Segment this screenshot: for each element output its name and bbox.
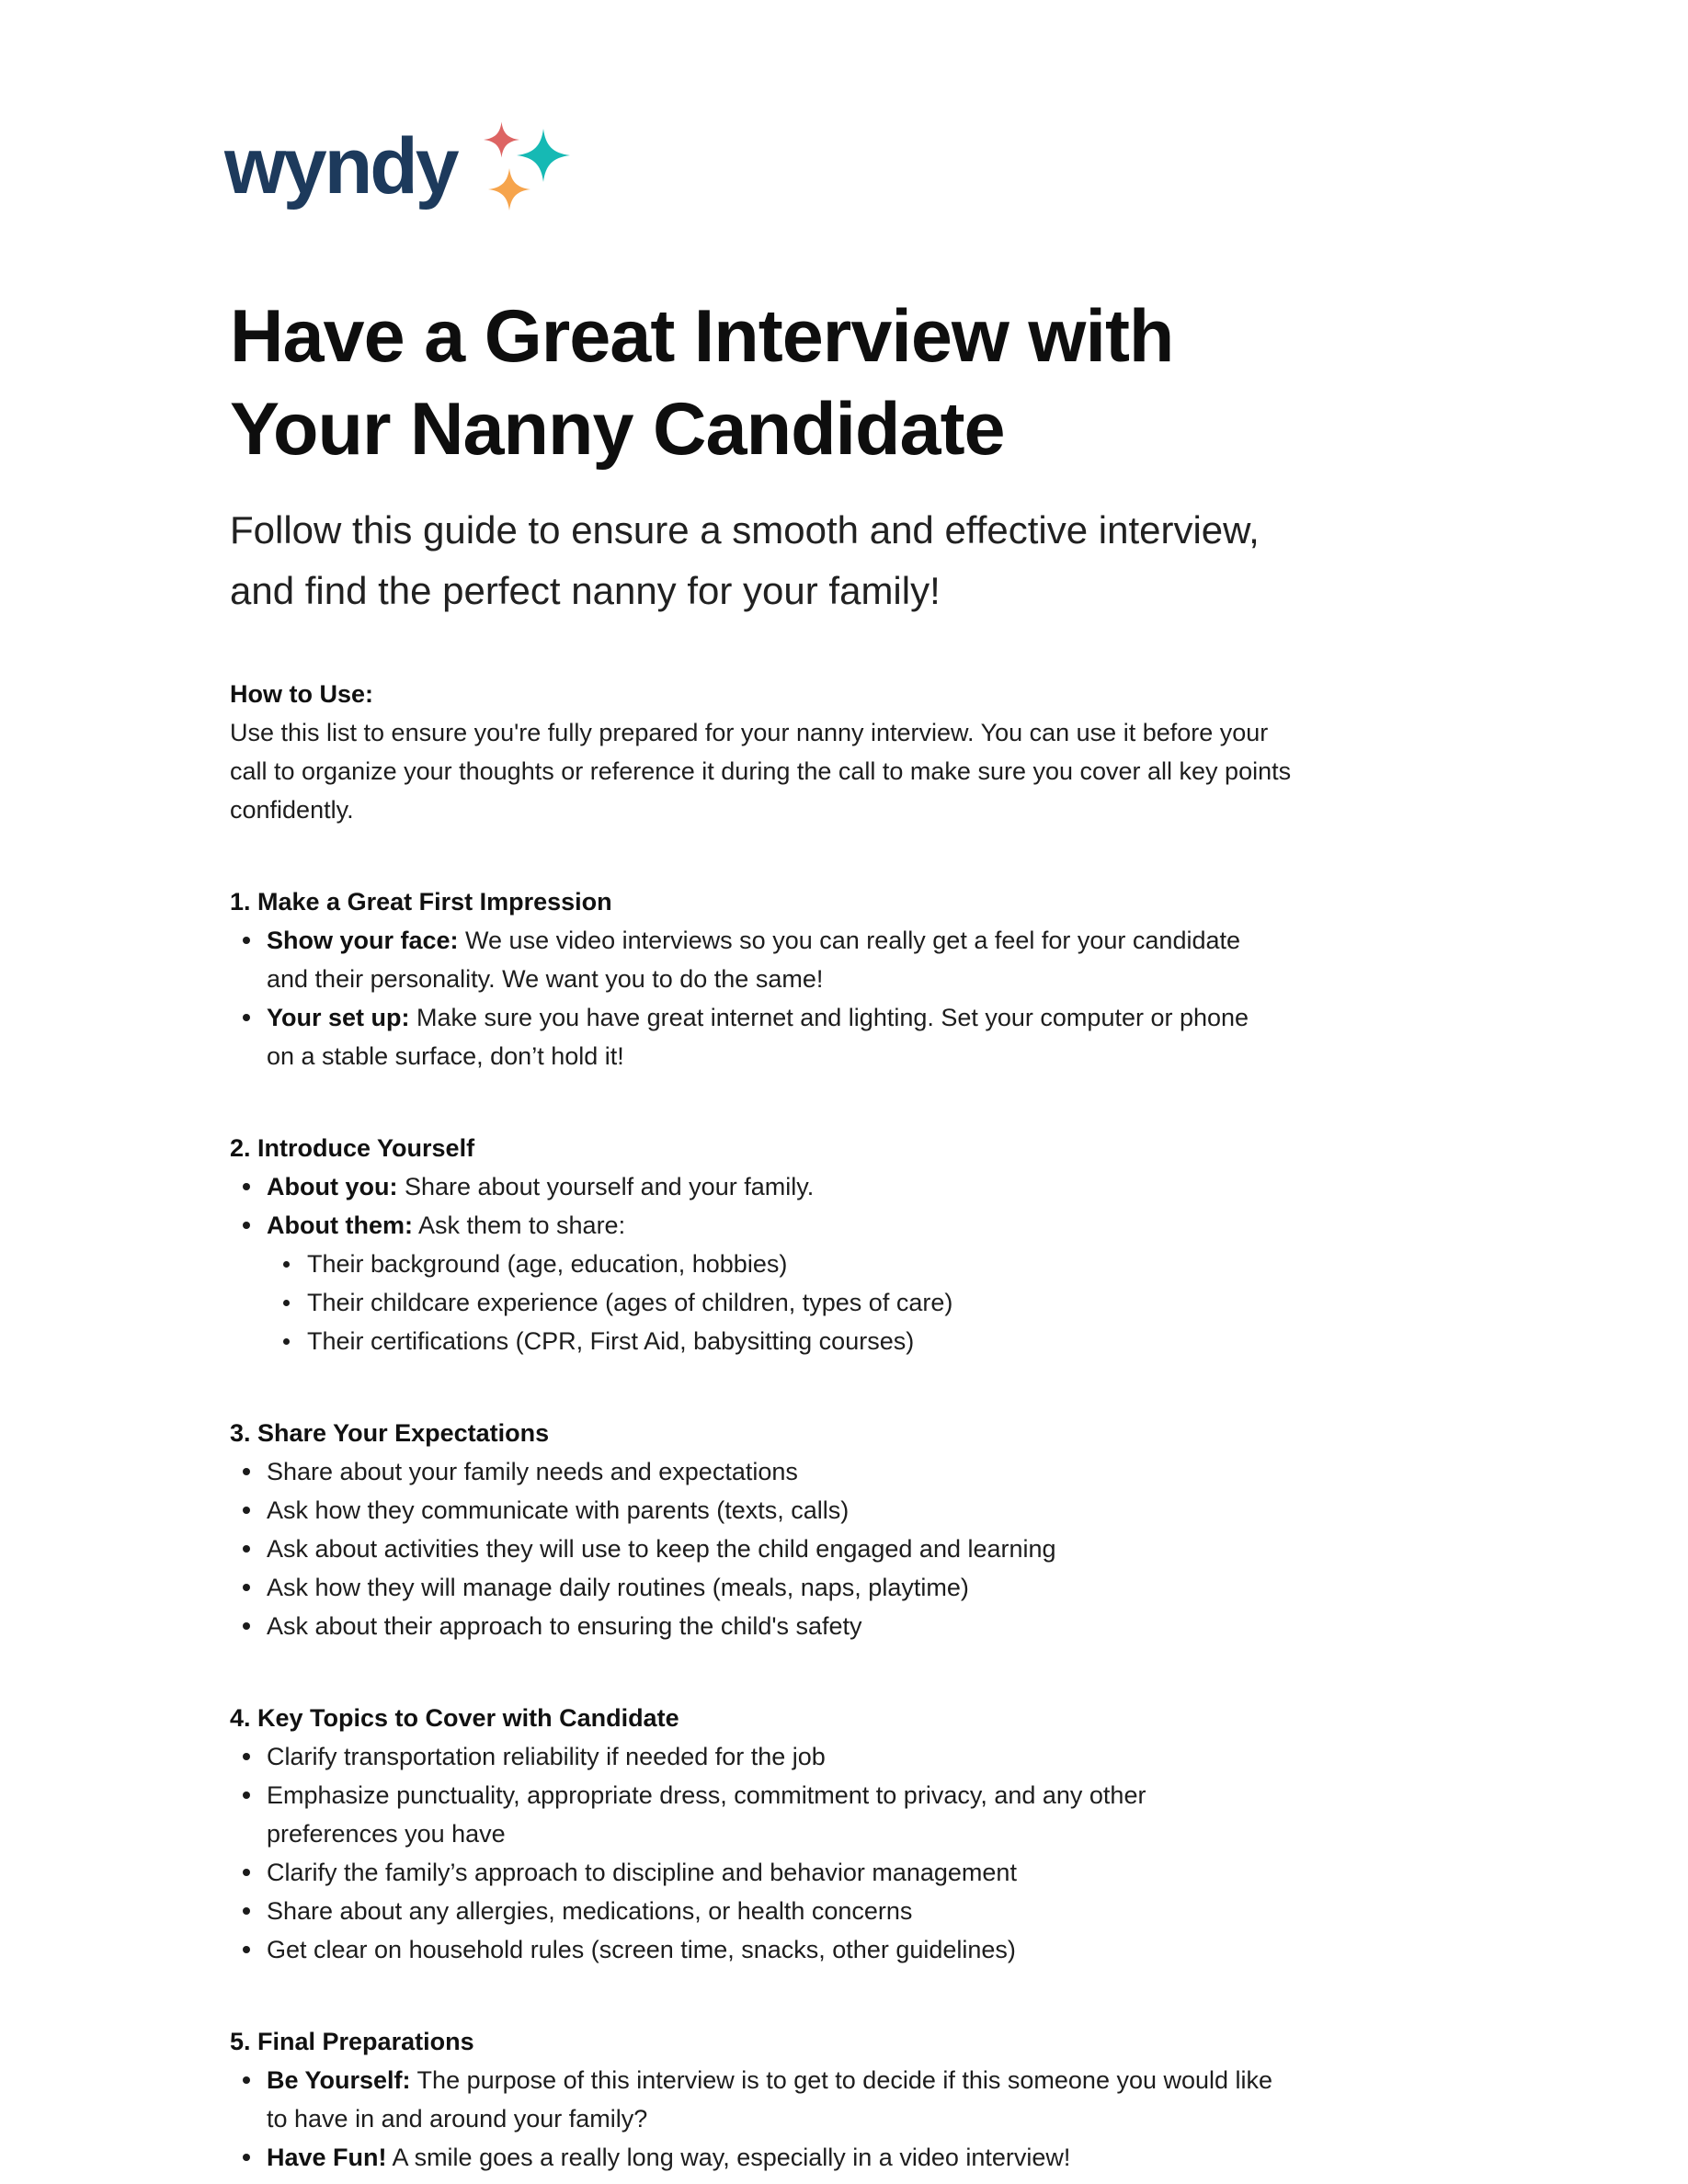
wyndy-logo: [224, 119, 1319, 226]
bullet-icon: [243, 1792, 250, 1799]
item-text: Ask how they will manage daily routines (meals, naps, playtime): [267, 1574, 969, 1601]
bullet-icon: [243, 1545, 250, 1553]
bullet-icon: [243, 1183, 250, 1190]
logo-sparkles: [484, 119, 579, 215]
list-item: [230, 2061, 1283, 2138]
item-text: We use video interviews so you can really get a feel for your candidate and their personality. We want you to do the same!: [267, 927, 1241, 993]
bullet-list: [230, 2061, 1319, 2177]
document-content: [224, 119, 1319, 2177]
bullet-icon: [243, 1222, 250, 1229]
bullet-list: [230, 1167, 1319, 1360]
item-text: Share about any allergies, medications, or health concerns: [267, 1897, 913, 1925]
item-text: Ask about their approach to ensuring the child's safety: [267, 1612, 862, 1640]
sub-list-item: [230, 1245, 1283, 1283]
page-title-line2: Your Nanny Candidate: [230, 388, 1005, 471]
item-text: Ask about activities they will use to keep the child engaged and learning: [267, 1535, 1056, 1563]
item-text: Share about your family needs and expectations: [267, 1458, 798, 1485]
page-title: [230, 290, 1319, 476]
page-title-line1: Have a Great Interview with: [230, 295, 1174, 378]
section-key-topics: [230, 1699, 1319, 1969]
item-text: Get clear on household rules (screen time, snacks, other guidelines): [267, 1936, 1016, 1963]
section-heading: 5. Final Preparations: [230, 2028, 474, 2055]
bullet-list: [230, 921, 1319, 1075]
how-to-use-heading: How to Use:: [230, 680, 374, 708]
logo-wordmark: wyndy: [224, 122, 457, 210]
bullet-icon: [243, 937, 250, 944]
bullet-icon: [243, 2154, 250, 2161]
item-label: About them:: [267, 1211, 413, 1239]
item-text: Share about yourself and your family.: [397, 1173, 815, 1200]
bullet-icon: [243, 1622, 250, 1630]
section-introduce-yourself: [230, 1129, 1319, 1360]
bullet-icon: [243, 1907, 250, 1915]
item-text: Their background (age, education, hobbies): [307, 1250, 788, 1278]
section-final-preparations: [230, 2022, 1319, 2177]
section-first-impression: [230, 882, 1319, 1075]
list-item: [230, 921, 1283, 998]
item-text: Make sure you have great internet and lighting. Set your computer or phone on a stable surface, don’t hold it!: [267, 1004, 1249, 1070]
item-text: Ask how they communicate with parents (texts, calls): [267, 1496, 850, 1524]
item-text: Emphasize punctuality, appropriate dress, commitment to privacy, and any other preferences you have: [267, 1781, 1146, 1848]
how-to-use-body: Use this list to ensure you're fully prepared for your nanny interview. You can use it before your call to organize your thoughts or reference it during the call to make sure you cover all key points confidently.: [230, 719, 1292, 824]
list-item: [230, 1853, 1283, 1892]
list-item: [230, 1206, 1283, 1245]
list-item: [230, 2138, 1283, 2177]
item-text: A smile goes a really long way, especially in a video interview!: [386, 2144, 1071, 2171]
list-item: [230, 1452, 1283, 1491]
item-text: The purpose of this interview is to get to decide if this someone you would like to have in and around your family?: [267, 2066, 1273, 2133]
list-item: [230, 1737, 1283, 1776]
bullet-list: [230, 1737, 1319, 1969]
bullet-icon: [243, 1946, 250, 1953]
item-text: Clarify the family’s approach to discipline and behavior management: [267, 1859, 1017, 1886]
sub-list-item: [230, 1283, 1283, 1322]
bullet-list: [230, 1452, 1319, 1645]
list-item: [230, 998, 1283, 1075]
bullet-icon: [243, 1507, 250, 1514]
bullet-icon: [243, 1869, 250, 1876]
item-text: Ask them to share:: [412, 1211, 626, 1239]
section-heading: 4. Key Topics to Cover with Candidate: [230, 1704, 679, 1732]
sub-list-item: [230, 1322, 1283, 1360]
bullet-icon: [283, 1261, 290, 1268]
item-text: Their childcare experience (ages of children, types of care): [307, 1289, 953, 1316]
list-item: [230, 1491, 1283, 1530]
bullet-icon: [243, 1753, 250, 1760]
list-item: [230, 1530, 1283, 1568]
section-share-expectations: [230, 1414, 1319, 1645]
item-label: Have Fun!: [267, 2144, 387, 2171]
item-label: Show your face:: [267, 927, 459, 954]
item-text: Their certifications (CPR, First Aid, babysitting courses): [307, 1327, 915, 1355]
bullet-icon: [243, 1468, 250, 1475]
page-subtitle: Follow this guide to ensure a smooth and effective interview, and find the perfect nanny for your family!: [230, 508, 1260, 612]
section-heading: 2. Introduce Yourself: [230, 1134, 475, 1162]
sparkle-orange-icon: [488, 168, 530, 210]
bullet-icon: [283, 1338, 290, 1345]
list-item: [230, 1568, 1283, 1607]
item-label: About you:: [267, 1173, 398, 1200]
item-text: Clarify transportation reliability if needed for the job: [267, 1743, 826, 1770]
item-label: Your set up:: [267, 1004, 410, 1031]
bullet-icon: [243, 1584, 250, 1591]
list-item: [230, 1930, 1283, 1969]
list-item: [230, 1167, 1283, 1206]
section-heading: 1. Make a Great First Impression: [230, 888, 612, 916]
how-to-use-section: [230, 675, 1319, 829]
list-item: [230, 1607, 1283, 1645]
section-heading: 3. Share Your Expectations: [230, 1419, 550, 1447]
bullet-icon: [243, 1014, 250, 1021]
bullet-icon: [283, 1300, 290, 1306]
bullet-icon: [243, 2076, 250, 2084]
item-label: Be Yourself:: [267, 2066, 411, 2094]
list-item: [230, 1776, 1283, 1853]
list-item: [230, 1892, 1283, 1930]
